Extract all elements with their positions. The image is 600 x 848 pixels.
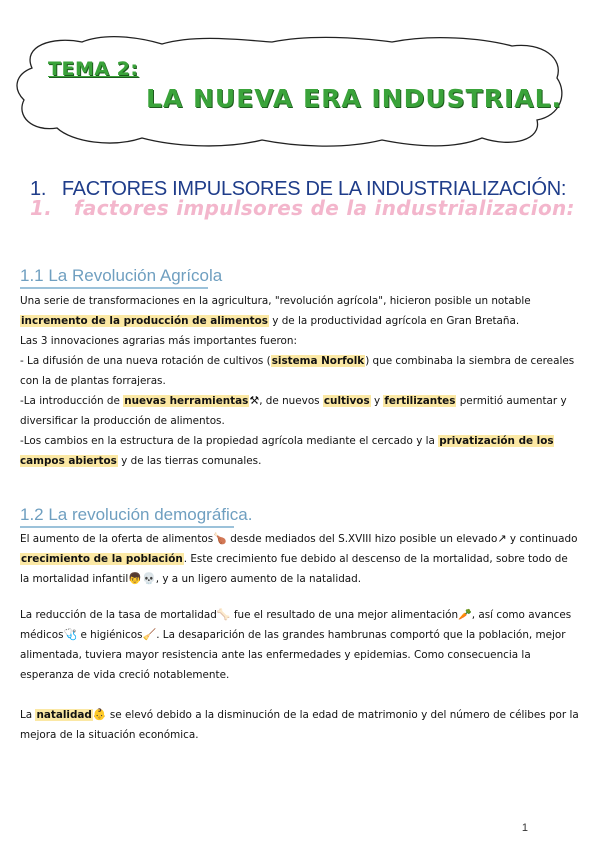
highlight-text: crecimiento de la población: [21, 553, 183, 565]
page-title: LA NUEVA ERA INDUSTRIAL.: [146, 84, 563, 113]
subsection-underline: [20, 526, 234, 528]
text: fue el resultado de una mejor alimentación: [230, 609, 459, 621]
subsection-heading-demografica: 1.2 La revolución demográfica.: [20, 505, 253, 524]
text: e higiénicos: [77, 629, 143, 641]
tema-label: TEMA 2:: [48, 58, 139, 80]
child-icon: 👦: [128, 572, 143, 585]
text: La reducción de la tasa de mortalidad: [20, 609, 217, 621]
text: y continuado: [506, 533, 578, 545]
tools-icon: ⚒: [249, 394, 260, 407]
text: Una serie de transformaciones en la agricultura, "revolución agrícola", hicieron posible un notable: [20, 295, 531, 307]
broom-icon: 🧹: [142, 628, 157, 641]
bone-icon: 🦴: [216, 608, 231, 621]
text: y: [370, 395, 384, 407]
highlight-text: sistema Norfolk: [271, 355, 365, 367]
text: -Los cambios en la estructura de la propiedad agrícola mediante el cercado y la: [20, 435, 439, 447]
highlight-text: natalidad: [36, 709, 92, 721]
text: , de nuevos: [259, 395, 323, 407]
text: . Este crecimiento fue debido al descenso de la mortalidad, sobre todo de la mortalidad infantil: [20, 553, 568, 585]
subsection-heading-agricola: 1.1 La Revolución Agrícola: [20, 266, 223, 285]
stethoscope-icon: 🩺: [63, 628, 78, 641]
paragraph-demografica-1: [20, 529, 580, 589]
text: . La desaparición de las grandes hambrunas comportó que la población, mejor alimentada, tuviera mayor resistencia ante las enfermedades y epidemias. Como consecuencia la esperanza de vida creció notablemente.: [20, 629, 566, 681]
text: La: [20, 709, 36, 721]
subsection-underline: [20, 287, 208, 289]
section-heading: 1. FACTORES IMPULSORES DE LA INDUSTRIALIZACIÓN:: [30, 178, 567, 200]
text: se elevó debido a la disminución de la edad de matrimonio y del número de célibes por la mejora de la situación económica.: [20, 709, 579, 741]
highlight-text: fertilizantes: [384, 395, 456, 407]
text: y de la productividad agrícola en Gran Bretaña.: [268, 315, 520, 327]
text: , así como avances médicos: [20, 609, 572, 641]
text: -La introducción de: [20, 395, 124, 407]
highlight-text: nuevas herramientas: [124, 395, 249, 407]
text: Las 3 innovaciones agrarias más importantes fueron:: [20, 335, 297, 347]
text: El aumento de la oferta de alimentos: [20, 533, 214, 545]
food-icon: 🍗: [213, 532, 227, 545]
arrow-up-icon: ↗: [497, 532, 507, 545]
paragraph-demografica-3: [20, 705, 580, 745]
text: permitió aumentar y diversificar la producción de alimentos.: [20, 395, 567, 427]
baby-icon: 👶: [92, 708, 107, 721]
text: , y a un ligero aumento de la natalidad.: [155, 573, 362, 585]
text: ) que combinaba la siembra de cereales con la de plantas forrajeras.: [20, 355, 575, 387]
highlight-text: privatización de los campos abiertos: [20, 435, 554, 467]
highlight-text: incremento de la producción de alimentos: [21, 315, 268, 327]
text: y de las tierras comunales.: [117, 455, 262, 467]
skull-icon: 💀: [142, 572, 156, 585]
text: - La difusión de una nueva rotación de cultivos (: [20, 355, 271, 367]
highlight-text: cultivos: [323, 395, 370, 407]
section-heading-shadow: 1. factores impulsores de la industrializacion:: [30, 196, 575, 220]
carrot-icon: 🥕: [458, 608, 472, 621]
page-number: 1: [521, 822, 528, 834]
text: desde mediados del S.XVIII hizo posible un elevado: [226, 533, 498, 545]
paragraph-agricola: [20, 291, 580, 471]
paragraph-demografica-2: [20, 605, 580, 685]
